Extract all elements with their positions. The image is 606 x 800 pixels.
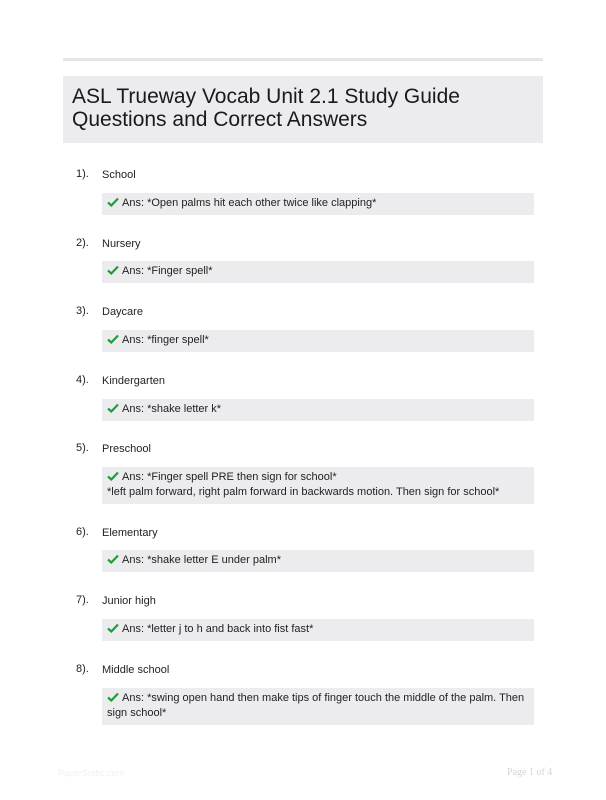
top-rule (63, 58, 543, 61)
answer-box (102, 399, 534, 421)
question-text: Middle school (102, 664, 170, 676)
check-icon (107, 197, 119, 207)
question-text: Daycare (102, 306, 143, 318)
answer-box (102, 619, 534, 641)
answer-text-continued: sign school* (107, 707, 167, 719)
answer-text: Ans: *Finger spell PRE then sign for school* (122, 471, 337, 483)
question-text: Preschool (102, 443, 151, 455)
answer-box (102, 467, 534, 504)
answer-box (102, 550, 534, 572)
question-text: Junior high (102, 595, 156, 607)
question-number: 1). (76, 168, 89, 180)
check-icon (107, 334, 119, 344)
page-number: Page 1 of 4 (507, 767, 553, 778)
question-text: Nursery (102, 238, 141, 250)
document-title-line-2: Questions and Correct Answers (72, 108, 368, 131)
question-number: 5). (76, 442, 89, 454)
answer-text: Ans: *letter j to h and back into fist fast* (122, 623, 314, 635)
check-icon (107, 554, 119, 564)
answer-text: Ans: *Finger spell* (122, 265, 213, 277)
question-number: 7). (76, 594, 89, 606)
check-icon (107, 265, 119, 275)
answer-text: Ans: *finger spell* (122, 334, 209, 346)
question-number: 6). (76, 526, 89, 538)
check-icon (107, 623, 119, 633)
answer-text: Ans: *shake letter E under palm* (122, 554, 281, 566)
question-number: 8). (76, 663, 89, 675)
answer-box (102, 688, 534, 725)
check-icon (107, 471, 119, 481)
check-icon (107, 692, 119, 702)
document-title-line-1: ASL Trueway Vocab Unit 2.1 Study Guide (72, 85, 460, 108)
question-number: 2). (76, 237, 89, 249)
title-box (63, 76, 543, 143)
answer-text: Ans: *shake letter k* (122, 403, 222, 415)
question-text: Kindergarten (102, 375, 165, 387)
answer-box (102, 193, 534, 215)
answer-text: Ans: *Open palms hit each other twice like clapping* (122, 197, 377, 209)
question-text: Elementary (102, 527, 158, 539)
answer-box (102, 261, 534, 283)
answer-text-continued: *left palm forward, right palm forward in backwards motion. Then sign for school* (107, 486, 500, 498)
answer-text: Ans: *swing open hand then make tips of finger touch the middle of the palm. Then (122, 692, 525, 704)
question-text: School (102, 169, 136, 181)
answer-box (102, 330, 534, 352)
question-number: 3). (76, 305, 89, 317)
footer-watermark: PaperStatic.com (58, 768, 125, 778)
check-icon (107, 403, 119, 413)
question-number: 4). (76, 374, 89, 386)
